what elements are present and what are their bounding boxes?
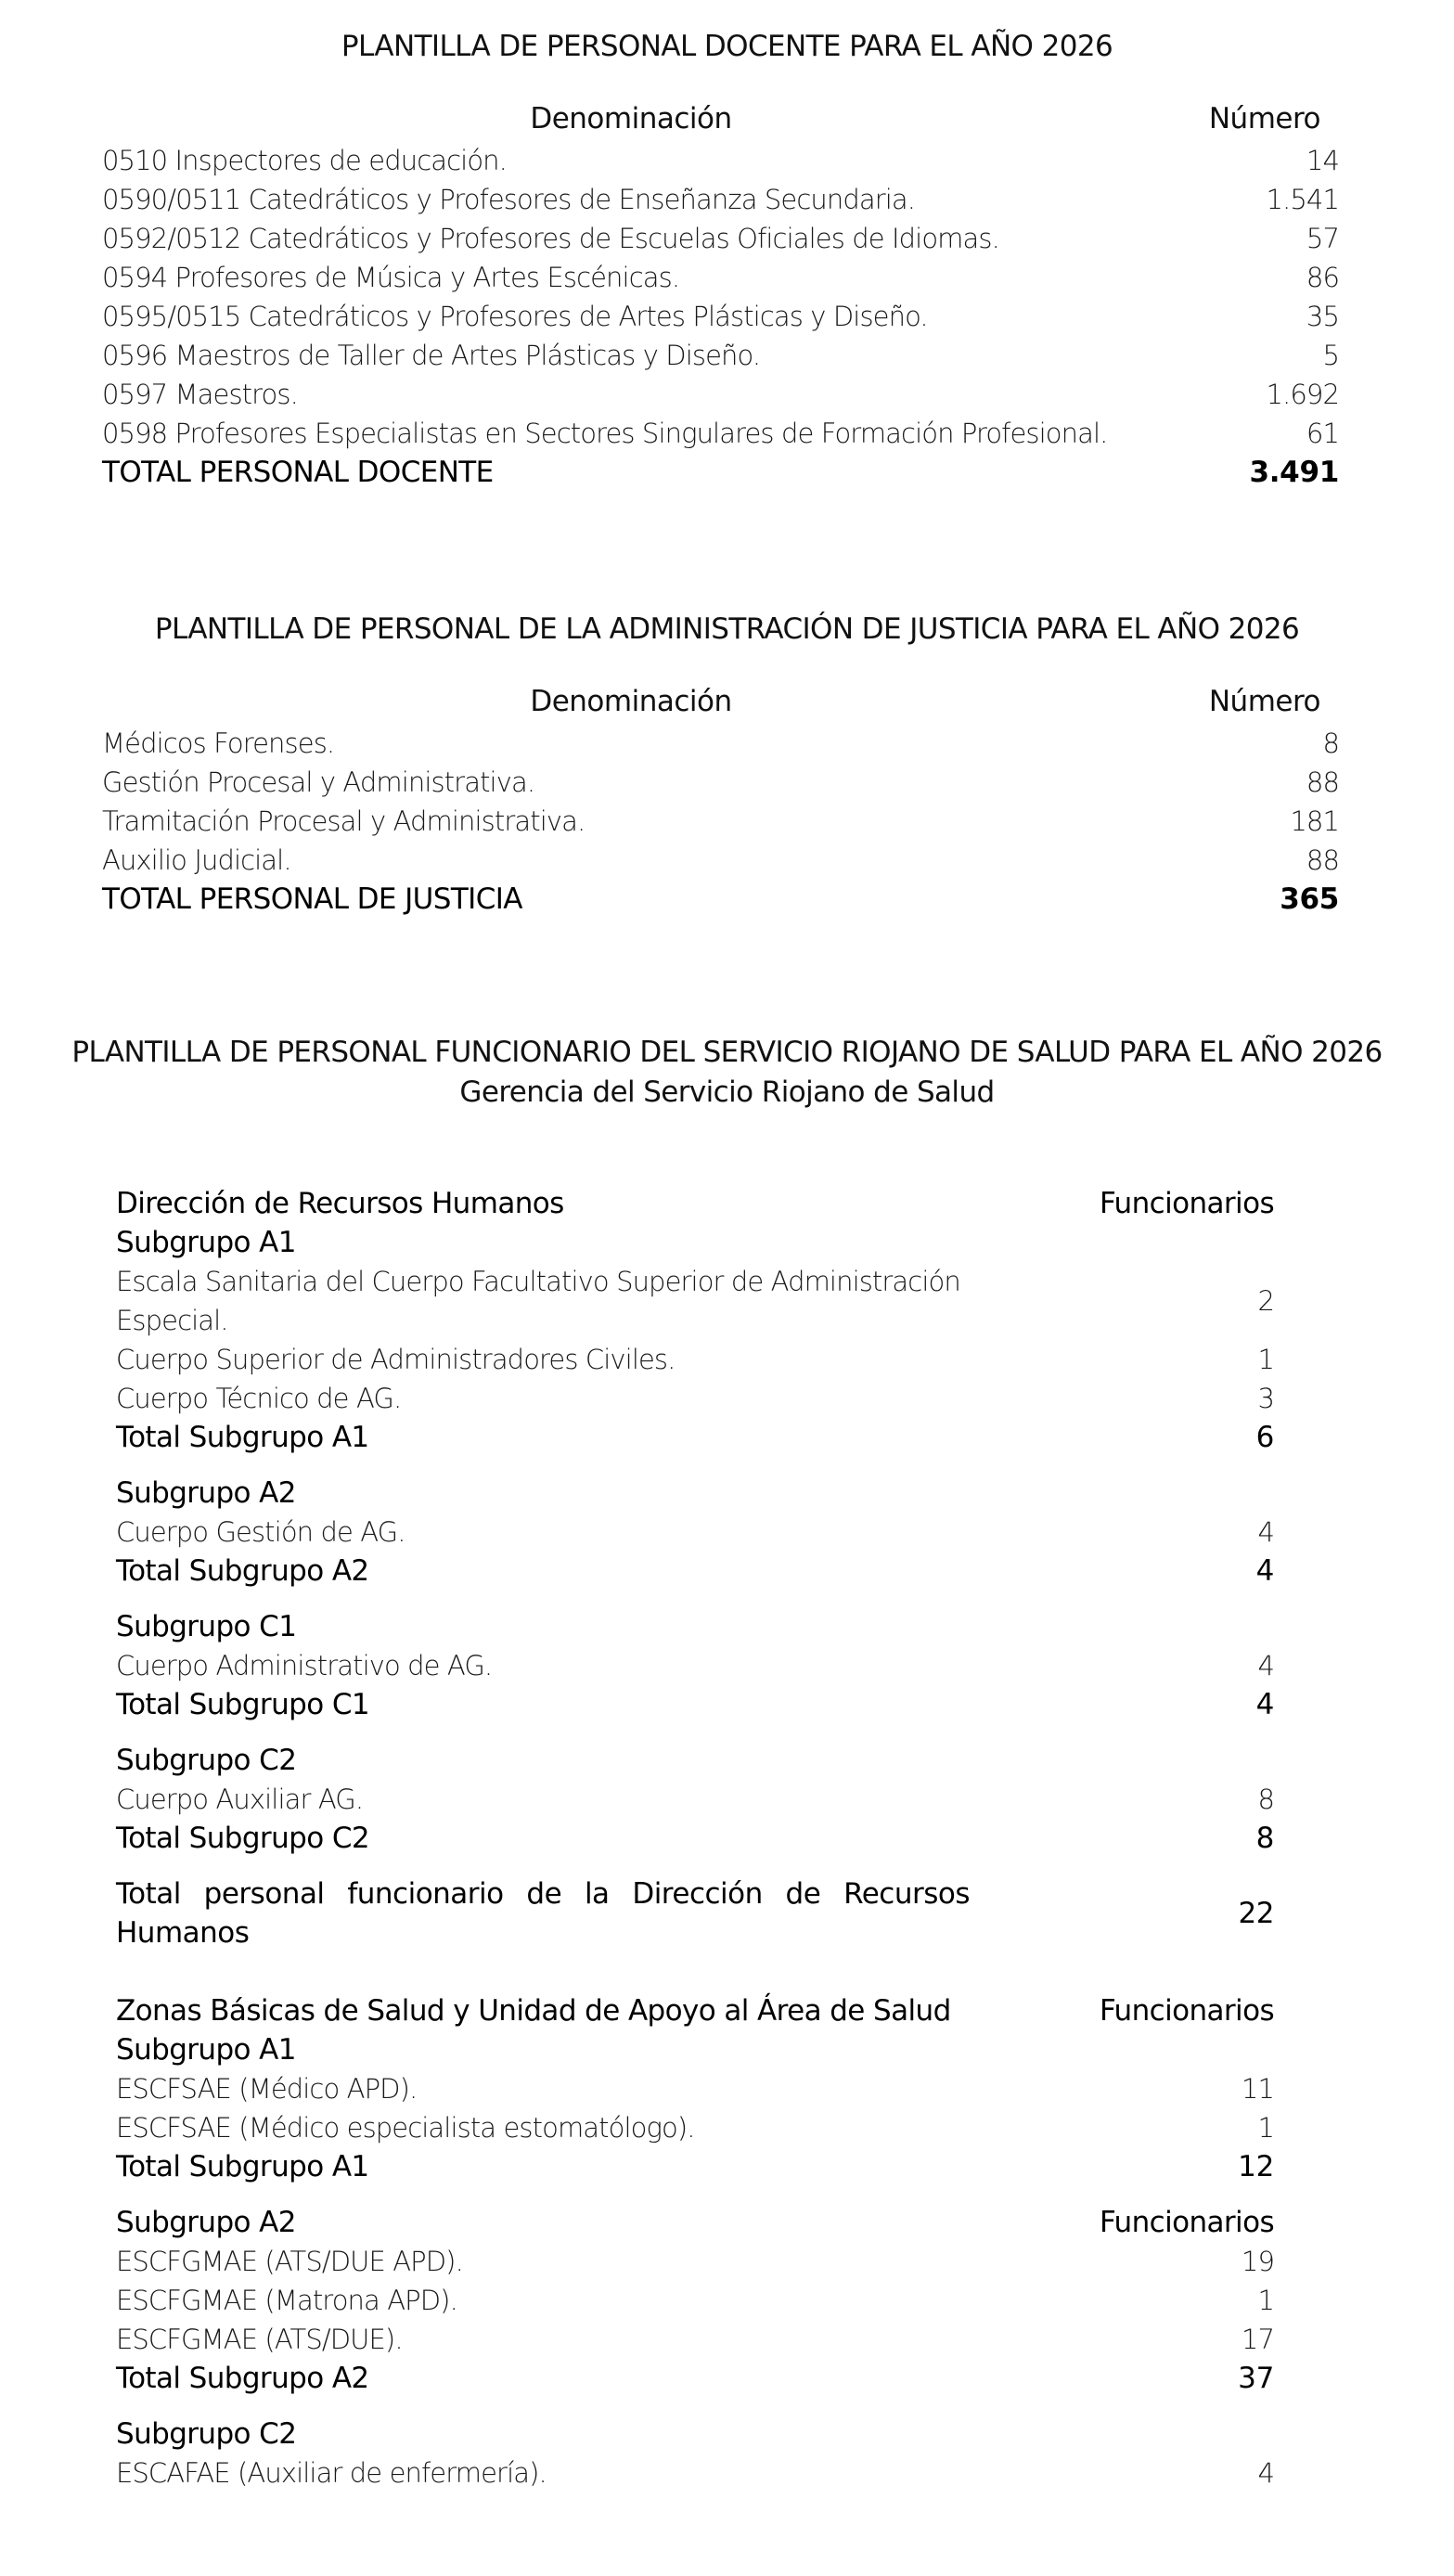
total-number: 365 (1280, 882, 1339, 916)
row-name: 0594 Profesores de Música y Artes Escénicas. (102, 262, 680, 293)
subtotal-number: 37 (1238, 2362, 1274, 2395)
row-number: 2 (1257, 1285, 1274, 1317)
table-row (116, 2454, 1274, 2492)
row-name: Gestión Procesal y Administrativa. (102, 766, 535, 798)
row-name: ESCFGMAE (ATS/DUE APD). (116, 2246, 463, 2277)
table-row (116, 1780, 1274, 1819)
table-row (116, 2069, 1274, 2108)
table-row (102, 802, 1339, 841)
zbs-header-number: Funcionarios (1100, 1994, 1274, 2028)
rrhh-header-number: Funcionarios (1100, 1187, 1274, 1220)
rrhh-grand-total-row (116, 1874, 1274, 1952)
row-name: ESCFGMAE (Matrona APD). (116, 2285, 457, 2316)
total-row (102, 880, 1339, 919)
subgroup-number-header: Funcionarios (1100, 2206, 1274, 2239)
subtotal-label: Total Subgrupo A2 (116, 1554, 369, 1588)
row-number: 3 (1257, 1383, 1274, 1414)
subtotal-number: 12 (1238, 2150, 1274, 2183)
subtotal-row (116, 1819, 1274, 1858)
docente-table-header (102, 102, 1339, 141)
subgroup-label: Subgrupo A2 (116, 2206, 296, 2239)
grand-total-number: 22 (1238, 1897, 1274, 1930)
subgroup-header (116, 2203, 1274, 2242)
table-row (116, 1513, 1274, 1552)
subtotal-row (116, 1552, 1274, 1591)
table-row (102, 141, 1339, 180)
subtotal-label: Total Subgrupo A2 (116, 2362, 369, 2395)
salud-subtitle: Gerencia del Servicio Riojano de Salud (459, 1075, 995, 1109)
row-name: 0510 Inspectores de educación. (102, 145, 507, 176)
row-number: 35 (1306, 301, 1339, 332)
table-row (102, 258, 1339, 297)
row-number: 8 (1257, 1784, 1274, 1815)
row-name: Cuerpo Superior de Administradores Civiles. (116, 1344, 676, 1375)
row-number: 17 (1241, 2324, 1274, 2355)
table-row (116, 2281, 1274, 2320)
table-row (102, 336, 1339, 375)
subtotal-label: Total Subgrupo A1 (116, 2150, 369, 2183)
table-row (102, 375, 1339, 414)
row-name: Auxilio Judicial. (102, 844, 291, 876)
row-number: 8 (1322, 728, 1339, 759)
row-name: Escala Sanitaria del Cuerpo Facultativo Superior de Administración Especial. (116, 1266, 960, 1336)
subtotal-number: 6 (1255, 1421, 1274, 1454)
row-name: Tramitación Procesal y Administrativa. (102, 805, 585, 837)
subtotal-row (116, 2147, 1274, 2186)
rrhh-header-label: Dirección de Recursos Humanos (116, 1187, 564, 1220)
table-row (116, 2108, 1274, 2147)
row-number: 88 (1306, 844, 1339, 876)
salud-table (116, 1184, 1274, 2492)
row-number: 4 (1257, 1650, 1274, 1681)
row-name: Cuerpo Gestión de AG. (116, 1516, 405, 1548)
row-name: ESCFSAE (Médico especialista estomatólogo). (116, 2112, 695, 2144)
row-number: 1 (1257, 2112, 1274, 2144)
rrhh-header (116, 1184, 1274, 1223)
row-name: Cuerpo Auxiliar AG. (116, 1784, 364, 1815)
row-name: ESCFGMAE (ATS/DUE). (116, 2324, 403, 2355)
subtotal-label: Total Subgrupo A1 (116, 1421, 369, 1454)
subtotal-number: 8 (1255, 1822, 1274, 1855)
docente-title: PLANTILLA DE PERSONAL DOCENTE PARA EL AÑO 2026 (341, 30, 1113, 63)
row-number: 88 (1306, 766, 1339, 798)
table-row (116, 1340, 1274, 1379)
subtotal-row (116, 2359, 1274, 2398)
table-row (116, 1262, 1274, 1340)
table-row (102, 763, 1339, 802)
table-row (116, 1646, 1274, 1685)
row-name: 0596 Maestros de Taller de Artes Plásticas y Diseño. (102, 340, 761, 371)
row-name: 0592/0512 Catedráticos y Profesores de Escuelas Oficiales de Idiomas. (102, 223, 999, 254)
table-row (116, 2320, 1274, 2359)
row-number: 1 (1257, 2285, 1274, 2316)
subgroup-label: Subgrupo C2 (116, 2417, 297, 2451)
row-number: 61 (1306, 418, 1339, 449)
justicia-table (102, 685, 1339, 919)
justicia-table-header (102, 685, 1339, 724)
table-row (102, 219, 1339, 258)
row-name: ESCAFAE (Auxiliar de enfermería). (116, 2457, 547, 2489)
total-row (102, 453, 1339, 492)
subtotal-row (116, 1685, 1274, 1724)
subtotal-number: 4 (1255, 1554, 1274, 1588)
header-denominacion: Denominación (530, 685, 732, 718)
header-denominacion: Denominación (530, 102, 732, 135)
subgroup-label: Subgrupo A1 (116, 1226, 296, 1259)
table-row (102, 180, 1339, 219)
subtotal-row (116, 1418, 1274, 1457)
total-number: 3.491 (1249, 456, 1339, 489)
row-number: 1.692 (1266, 379, 1339, 410)
row-number: 4 (1257, 1516, 1274, 1548)
table-row (102, 841, 1339, 880)
table-row (116, 2242, 1274, 2281)
row-number: 4 (1257, 2457, 1274, 2489)
table-row (102, 724, 1339, 763)
row-number: 181 (1290, 805, 1339, 837)
row-number: 57 (1306, 223, 1339, 254)
row-name: Cuerpo Administrativo de AG. (116, 1650, 493, 1681)
subgroup-label: Subgrupo A2 (116, 1476, 296, 1510)
subgroup-label: Subgrupo C1 (116, 1610, 297, 1643)
row-number: 11 (1241, 2073, 1274, 2105)
row-name: 0595/0515 Catedráticos y Profesores de Artes Plásticas y Diseño. (102, 301, 928, 332)
row-name: 0597 Maestros. (102, 379, 298, 410)
justicia-title: PLANTILLA DE PERSONAL DE LA ADMINISTRACIÓN DE JUSTICIA PARA EL AÑO 2026 (154, 612, 1300, 646)
zbs-header (116, 1991, 1274, 2030)
subtotal-label: Total Subgrupo C2 (116, 1822, 369, 1855)
subgroup-label: Subgrupo A1 (116, 2033, 296, 2067)
table-row (102, 297, 1339, 336)
total-label: TOTAL PERSONAL DOCENTE (102, 456, 494, 489)
grand-total-label: Total personal funcionario de la Dirección de Recursos Humanos (116, 1877, 970, 1950)
row-number: 1.541 (1266, 184, 1339, 215)
salud-title: PLANTILLA DE PERSONAL FUNCIONARIO DEL SERVICIO RIOJANO DE SALUD PARA EL AÑO 2026 (71, 1036, 1383, 1069)
subtotal-label: Total Subgrupo C1 (116, 1688, 369, 1721)
row-number: 5 (1322, 340, 1339, 371)
row-name: 0598 Profesores Especialistas en Sectores Singulares de Formación Profesional. (102, 418, 1108, 449)
row-number: 1 (1257, 1344, 1274, 1375)
row-name: 0590/0511 Catedráticos y Profesores de Enseñanza Secundaria. (102, 184, 916, 215)
header-numero: Número (1208, 102, 1320, 135)
row-number: 14 (1306, 145, 1339, 176)
row-number: 86 (1306, 262, 1339, 293)
row-name: ESCFSAE (Médico APD). (116, 2073, 418, 2105)
docente-table (102, 102, 1339, 492)
total-label: TOTAL PERSONAL DE JUSTICIA (102, 882, 522, 916)
header-numero: Número (1208, 685, 1320, 718)
subtotal-number: 4 (1255, 1688, 1274, 1721)
subgroup-label: Subgrupo C2 (116, 1744, 297, 1777)
zbs-header-label: Zonas Básicas de Salud y Unidad de Apoyo al Área de Salud (116, 1994, 951, 2028)
row-name: Médicos Forenses. (102, 728, 335, 759)
table-row (116, 1379, 1274, 1418)
row-number: 19 (1241, 2246, 1274, 2277)
row-name: Cuerpo Técnico de AG. (116, 1383, 402, 1414)
table-row (102, 414, 1339, 453)
